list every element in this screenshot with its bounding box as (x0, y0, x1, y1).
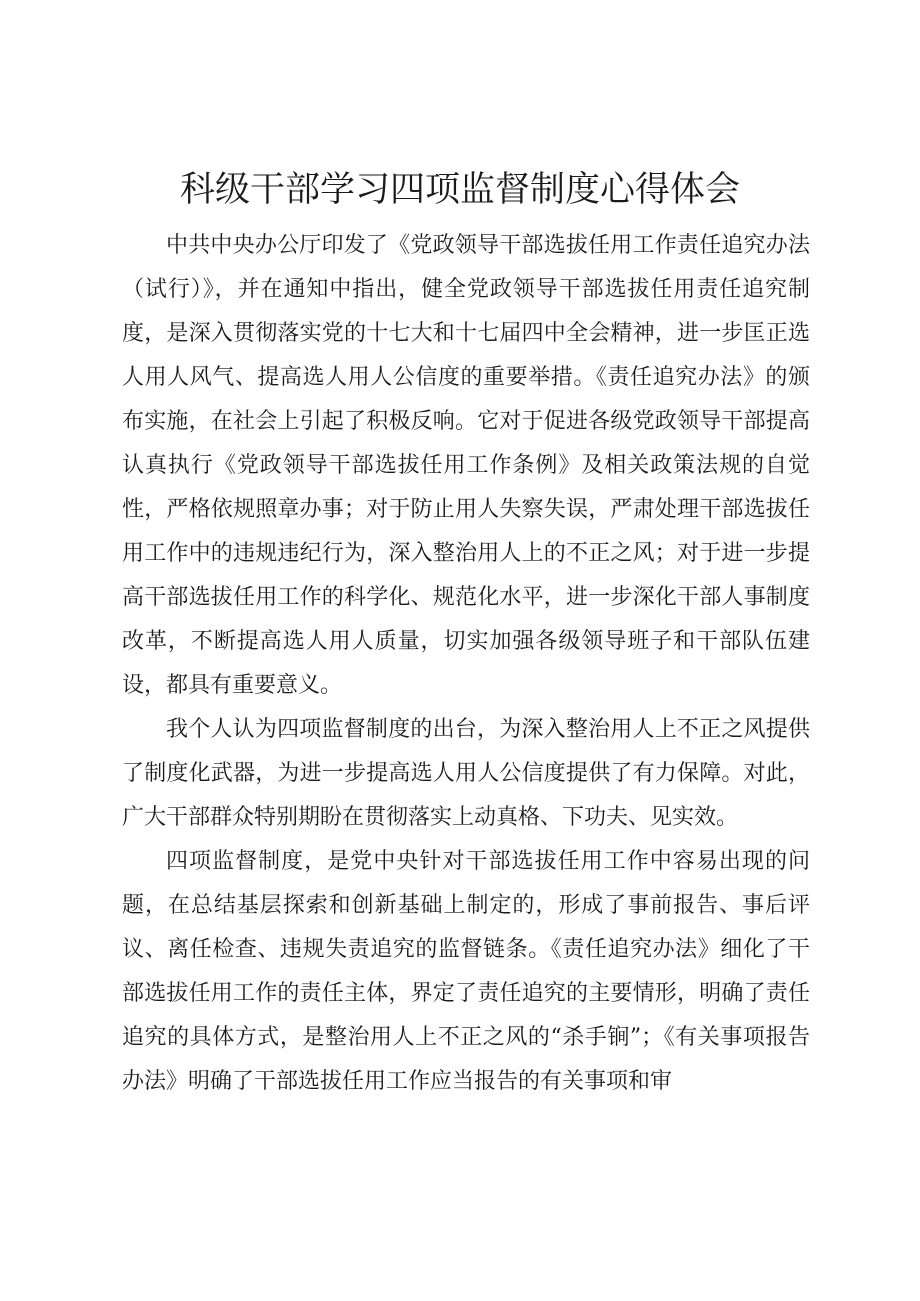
paragraph-3: 四项监督制度，是党中央针对干部选拔任用工作中容易出现的问题，在总结基层探索和创新基础上制定的，形成了事前报告、事后评议、离任检查、违规失责追究的监督链条。《责任追究办法》细化了干部选拔任用工作的责任主体，界定了责任追究的主要情形，明确了责任追究的具体方式，是整治用人上不正之风的“杀手锏”；《有关事项报告办法》明确了干部选拔任用工作应当报告的有关事项和审 (122, 849, 810, 1094)
document-title: 科级干部学习四项监督制度心得体会 (179, 170, 740, 210)
paragraph-2: 我个人认为四项监督制度的出台，为深入整治用人上不正之风提供了制度化武器，为进一步提高选人用人公信度提供了有力保障。对此，广大干部群众特别期盼在贯彻落实上动真格、下功夫、见实效。 (122, 717, 810, 830)
paragraph-1: 中共中央办公厅印发了《党政领导干部选拔任用工作责任追究办法（试行）》，并在通知中指出，健全党政领导干部选拔任用责任追究制度，是深入贯彻落实党的十七大和十七届四中全会精神，进一步匡正选人用人风气、提高选人用人公信度的重要举措。《责任追究办法》的颁布实施，在社会上引起了积极反响。它对于促进各级党政领导干部提高认真执行《党政领导干部选拔任用工作条例》及相关政策法规的自觉性，严格依规照章办事；对于防止用人失察失误，严肃处理干部选拔任用工作中的违规违纪行为，深入整治用人上的不正之风；对于进一步提高干部选拔任用工作的科学化、规范化水平，进一步深化干部人事制度改革，不断提高选人用人质量，切实加强各级领导班子和干部队伍建设，都具有重要意义。 (122, 233, 810, 698)
document-body (122, 224, 810, 1104)
